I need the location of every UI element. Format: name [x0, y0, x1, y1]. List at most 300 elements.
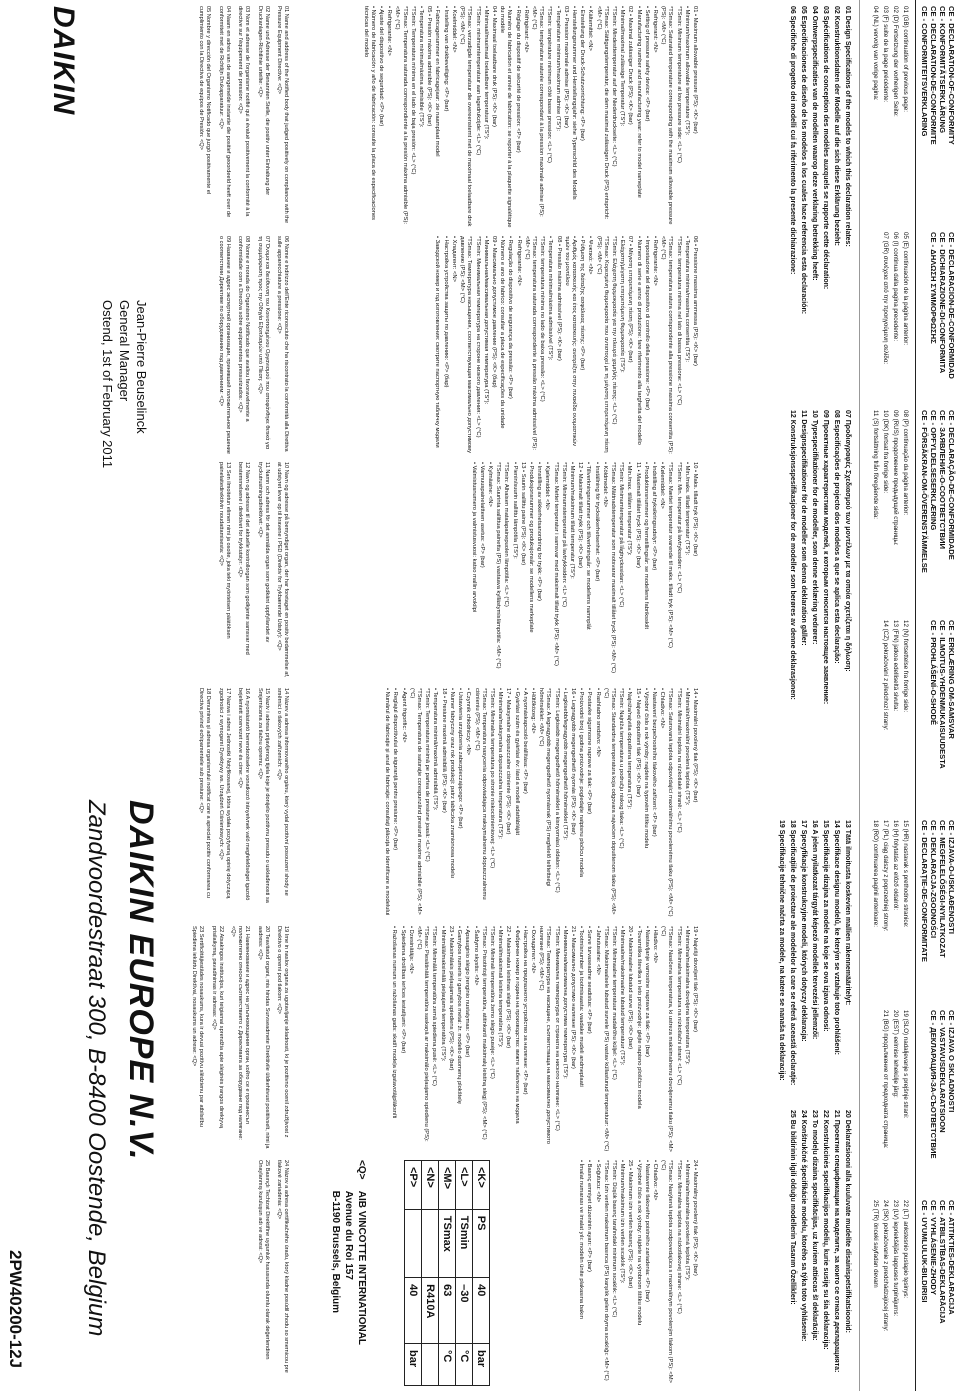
header-line: CE - ILMOITUS-YHDENMUKAISUUDESTA — [938, 620, 947, 769]
paragraph-line: • Postavke sigurnosne naprave za tlak: <P> (bar) — [586, 688, 593, 815]
table-cell-value: R410A — [422, 1278, 439, 1344]
spec-title: 06 Specifiche di progetto dei modelli cui fa riferimento la presente dichiarazione: — [789, 6, 796, 275]
paragraph-line: *TSmin: Min. temperatur på lavtrykssiden: <L> (°C) — [675, 462, 682, 594]
paragraph-line: • Jahutusaine: <N> — [594, 926, 601, 976]
paragraph-line: 12 • Maksimalt tillatt trykk (PS): <K> (bar) — [577, 462, 584, 569]
header-line: CE - ΔΗΛΩΣΗ ΣΥΜΜΟΡΦΩΣΗΣ — [929, 232, 938, 344]
paragraph-line: • Temperatura mínima/máxima admissível (TS*): — [547, 236, 554, 361]
spec-title: 13 Tätä ilmoitusta koskevien mallien rakennemääritelyt: — [844, 820, 851, 1006]
paragraph-line: *TSmin: Minimali temperatūra žemo slėgio pusėje: <L> (°C) — [488, 926, 495, 1079]
paragraph-line: • Refrigerante: <N> — [651, 236, 658, 286]
paragraph-line: • Produksjonsnummer og produksjonsår: se modellens merkeplate — [527, 462, 534, 633]
paragraph-line: • Setting of pressure safety device: <P> (bar) — [643, 6, 650, 122]
paragraph-line: • Ustawienia urządzenia zabezpieczającego: <P> (bar) — [457, 688, 464, 829]
paragraph-line: *TSmax: Κορεσμένη θερμοκρασία που αντιστοιχεί με τη μέγιστη επιτρεπόμενη πίεση (PS): <M> (°C) — [595, 236, 609, 453]
paragraph-line: • Pienin/suurin sallittu lämpötila (TS*): — [511, 462, 518, 559]
paragraph-line: *TSmin: Минимална температура от страната на ниското налягане: <L> (°C) — [553, 926, 560, 1131]
paragraph-line: 25 • Maksimum izin verilen basınç (PS): <K> (bar) — [627, 1160, 634, 1289]
paragraph-line: *TSmin: Минимальная температура на стороне низкого давления: <L> (°C) — [474, 236, 481, 438]
continuation-line: 15 (HR) nastavak s prethodne stranice: — [902, 820, 909, 928]
lower-block — [175, 462, 295, 680]
paragraph-line: • Minimum/maksimum tillatt temperatur (TS*): — [568, 462, 575, 579]
paragraph-line: 15 • Najveći dopušteni tlak (PS): <K> (bar) — [634, 688, 641, 798]
continuation-line: 10 (DK) fortsat fra forrige side: — [882, 410, 889, 494]
spec-title: 24 Konštrukčné špecifikácie modelu, ktorého sa týka toto vyhlásenie: — [800, 1110, 807, 1342]
paragraph-line: • Instelling van drukbeveiliging: <P> (bar) — [442, 6, 449, 112]
header-line: CE - ДЕКЛАРАЦИЯ-ЗА-СЪОТВЕТСТВИЕ — [929, 1010, 938, 1159]
paragraph-line: • Einstellung der Druck-Schutzvorrichtung: <P> (bar) — [579, 6, 586, 141]
paragraph-line: • Výrobní číslo a rok výroby: najdete na typovém štítku modelu — [642, 688, 649, 849]
continuation-block — [859, 0, 912, 1391]
paragraph-line: *TSmax: Температура насыщения, соответствующая максимально допустимому давлению (PS): <M> (°C) — [459, 236, 473, 453]
paragraph-line: • Fabricagenummer en fabricagejaar: zie naamplaat model — [434, 6, 441, 157]
paragraph-line: *TSmin: Minimalna temperatura po stronie niskociśnieniowej: <L> (°C) — [488, 688, 495, 869]
paragraph-line: 19 Ime in naslov organa za ugotavljanje skladnosti, ki je pozitivno ocenil združljivost z Direktivo o opremi pod tlakom: <Q> — [276, 926, 290, 1138]
header-line: CE - MEGFELELŐSÉGI-NYILATKOZAT — [938, 820, 947, 958]
paragraph-line: • Numéro de fabrication et année de fabrication: se reporter à la plaquette signalétique du modèle — [499, 6, 513, 228]
paragraph-line: 08 • Pressão máxima admissível (PS): <K> (bar) — [555, 236, 562, 361]
spec-titles — [702, 0, 852, 1391]
continuation-line: 18 (RO) continuarea paginii anterioare: — [872, 820, 879, 927]
continuation-line: 06 (I) continua dalla pagina precedente: — [892, 232, 899, 342]
table-row — [405, 1161, 422, 1386]
table-cell-unit: bar — [405, 1343, 422, 1385]
spec-title: 15 Specifikacije dizajna za modele na koje se ova izjava odnosi: — [822, 820, 829, 1032]
paragraph-line: 14 Název a adresa informovaného orgánu, který vydal pozitivní posouzení shody se směrnicí o tlakových zařízeních: <Q> — [276, 688, 290, 896]
values-table — [404, 1160, 490, 1386]
paragraph-line: 13 Sen ilmoitetun elimen nimi ja osoite, joka teki myönteisen päätöksen painelaitedirektiivin noudattamisesta: <Q> — [217, 462, 231, 639]
header-line: CE - IZJAVA O SKLADNOSTI — [947, 1010, 956, 1113]
paragraph-line: *TSmin: Ελάχιστη θερμοκρασία για την πλευρά χαμηλής πίεσης: <L> (°C) — [610, 236, 617, 425]
paragraph-line: • Hűtőközeg: <N> — [529, 688, 536, 734]
table-cell-label: TSmax — [439, 1209, 456, 1277]
paragraph-line: *TSmin: temperatura minima nel lato di bassa pressione: <L> (°C) — [675, 236, 682, 406]
paragraph-line: 17 Nazwa i adres Jednostki Notyfikowanej, która wydała pozytywną opinię dotyczącą zgodności z wymogami Dyrektywy ws. Urządzeń Ciśnieniowych: <Q> — [217, 688, 231, 899]
paragraph-line: 11 Namn och adress för det anmälda organ som godkänt uppfyllandet av tryckutrustningsdirektivet: <Q> — [256, 462, 270, 643]
notified-body-paragraphs — [175, 0, 295, 1391]
paragraph-line: 20 Teavitatud organi, mis hindas Survseadmete Direktiivile üldkehtivust positiivselt, nimi ja aadress: <Q> — [256, 926, 270, 1149]
spec-block — [498, 1160, 698, 1386]
paragraph-line: • Minimaal/maximaal toelaatbare temperatuur (TS*): — [482, 6, 489, 140]
header-line: CE - DECLARACION-DE-CONFORMIDAD — [947, 232, 956, 379]
spec-body — [298, 0, 698, 1391]
paragraph-line: • Ψυκτικό: <N> — [587, 236, 594, 275]
paragraph-line: • Numer fabryczny oraz rok produkcji: patrz tabliczka znamionowa modelu — [448, 688, 455, 878]
paragraph-line: • Kølemiddel: <N> — [659, 462, 666, 509]
header-band — [915, 0, 960, 1391]
paragraph-line: 08 Nome e morada do Organismo Notificado que avaliou favoravelmente a conformidade com a Directiva sobre equipamentos pressurizados: <Q> — [237, 236, 251, 422]
notified-body-line: AIB VINCOTTE INTERNATIONAL — [356, 1190, 367, 1346]
header-line: CE - DICHIARAZIONE-DI-CONFORMITA — [938, 232, 947, 374]
paragraph-line: • Impostazione del dispositivo di controllo della pressione: <P> (bar) — [643, 236, 650, 411]
paragraph-line: *TSmin: Minimum temperature at low pressure side: <L> (°C) — [675, 6, 682, 163]
paragraph-line: • Minimali/maksimali leistina temperatūra (TS*): — [497, 926, 504, 1048]
paragraph-line: *TSmax: Piesātinātā temperatūra saskaņā ar maksimālo pieļaujamo spiedienu (PS): <M> (°C) — [416, 926, 430, 1142]
paragraph-line: 10 • Maks. tilladt tryk (PS): <K> (bar) — [692, 462, 698, 557]
spec-title: 23 To modeļu dizaina specifikācijas, uz kuriem attiecas šī deklarācija: — [811, 1110, 818, 1341]
spec-block — [298, 236, 698, 454]
paragraph-line: • Apsauginio slėgio įrenginio nustatymas: <P> (bar) — [464, 926, 471, 1058]
paragraph-line: • Minimalna/maksimalna dovoljena temperatura (TS*): — [683, 926, 690, 1065]
paragraph-line: • Temperatura minimă/maximă admisibilă (TS*): — [432, 688, 439, 811]
paragraph-line: 21 Наименование и адрес на упълномощения орган, който се е произнесъл положително относно съответствието с Директивата за оборудване под налягане: <Q> — [230, 926, 251, 1140]
header-line: CE - ERKLÆRING OM-SAMSVAR — [947, 620, 956, 739]
paragraph-line: • Gamybos numeris ir gamybos metai: žr. modelio duomenų plokštelę — [456, 926, 463, 1104]
paragraph-line: 05 Nombre y dirección del Organismo Notificado que juzgó positivamente el cumplimiento con la Directiva de equipos de Presión: <Q> — [198, 6, 212, 195]
paragraph-line: *TSmax: Saturovaná teplota odpovídající maximálnímu povolenému tlaku (PS): <M> (°C) — [667, 688, 674, 917]
paragraph-line: 18 • Presiune maximă admisibilă (PS): <K> (bar) — [440, 688, 447, 813]
continuation-line: 21 (BG) продължение от предходната страница: — [882, 1010, 889, 1149]
paragraph-line: 03 • Pression maximale admise (PS): <K> (bar) — [562, 6, 569, 128]
paragraph-line: *TSmax: Sättigungstemperatur, die dem maximal zulässigen Druck (PS) entspricht: <M> (°C) — [595, 6, 609, 220]
paragraph-line: 16 A nyomástartó berendezésekre vonatkozó irányelvnek való megfelelőséget igazoló bejelentett szervezet neve és címe: <Q> — [237, 688, 251, 901]
paragraph-line: • Nastavení bezpečnostního tlakového zařízení: <P> (bar) — [650, 688, 657, 837]
paragraph-line: 09 • Максимально допустимое давление (PS): <K> (бар) — [490, 236, 497, 388]
paragraph-line: 09 Название и адрес экспертной организации, принявшей положительное решение о соответствии Директиве по оборудованию под давлением: <Q> — [217, 236, 231, 454]
paragraph-line: • Hladivo: <N> — [651, 926, 658, 964]
paragraph-line: 10 Navn og adresse på bemyndiget organ, der har foretaget en positiv bedømmelse af, at udstyret lever op til kravene i PED (Direktiv for Trykbærende Udstyr): <Q> — [276, 462, 290, 678]
lower-block — [175, 926, 295, 1152]
paragraph-line: • Indstilling af tryksikringsudstyr: <P> (bar) — [650, 462, 657, 571]
paragraph-line: • Ελάχιστη/μέγιστη επιτρεπόμενη θερμοκρασία (TS*): — [619, 236, 626, 373]
paragraph-line: • Manufacturing number and manufacturing year: refer to model nameplate — [635, 6, 642, 198]
paragraph-line: 13 • Suurin sallittu paine (PS): <K> (bar) — [519, 462, 526, 566]
paragraph-line: • Minimálna/maximálna povolená teplota (TS*): — [683, 1160, 690, 1281]
header-line: CE - ЗАЯВЛЕНИЕ-О-СООТВЕТСТВИИ — [938, 410, 947, 549]
header-line: CE - CONFORMITEITSVERKLARING — [920, 6, 929, 137]
paragraph-line: • Innstilling av sikkerhetsanordning for trykk: <P> (bar) — [536, 462, 543, 601]
header-line: CE - UYUMLULUK-BILDIRISI — [920, 1200, 929, 1303]
paragraph-line: • Rashladno sredstvo: <N> — [594, 688, 601, 758]
header-line: CE - DECLARATION-OF-CONFORMITY — [947, 6, 956, 145]
paragraph-line: • Фабричен номер и година на производство: вижте табелката на модела — [513, 926, 520, 1124]
paragraph-line: • Ražošanas numurs un ražošanas gads: skatīt modeļa izgatavotājplāksnīti — [391, 926, 398, 1119]
continuation-line: 01 (GB) continuation of previous page: — [902, 6, 909, 112]
spec-title: 14 Specifikace designu modelů, ke kterým se vztahuje toto prohlášení: — [833, 820, 840, 1055]
paragraph-line: • Tillverkningsnummer och tillverkningsår: se modellens namnplåt — [585, 462, 592, 630]
paragraph-line: *TSmax: temperatura saturada correspondente à pressão máxima admissível (PS): <M> (°C) — [523, 236, 537, 450]
continuation-line: 12 (N) fortsettelse fra forrige side: — [902, 620, 909, 713]
spec-title: 12 Konstruksjonsspesifikasjoner for de modeller som berøres av denne deklarasjonen: — [789, 410, 796, 700]
paragraph-line: *TSmin: Legkisebb megengedhető hőmérséklet a kisnyomású oldalon: <L> (°C) — [553, 688, 560, 893]
paragraph-line: *TSmax: Temperatura nasycenia odpowiadająca maksymalnemu dopuszczalnemu ciśnieniu (PS): <M> (°C) — [473, 688, 487, 900]
table-cell-key: <N> — [422, 1161, 439, 1210]
table-cell-value: 40 — [405, 1278, 422, 1344]
paragraph-line: • Réglage du dispositif de sécurité de pression: <P> (bar) — [514, 6, 521, 153]
notified-body — [329, 1160, 368, 1386]
table-cell-key: <K> — [473, 1161, 490, 1210]
paragraph-line: *TSmax: température saturée correspondant à la pression maximale admise (PS): <M> (°C) — [530, 6, 545, 217]
spec-title: 04 Ontwerpspecificaties van de modellen waarop deze verklaring betrekking heeft: — [811, 6, 818, 281]
paragraph-line: • Koelmiddel: <N> — [450, 6, 457, 53]
table-row — [422, 1161, 439, 1386]
spec-title: 19 Specifikacije tehnične načrta za modele, na katere se nanaša ta deklaracija: — [778, 820, 785, 1081]
paragraph-line: • Refrigerante: <N> — [515, 236, 522, 286]
paragraph-line: 17 • Maksymalne dopuszczalne ciśnienie (PS): <K> (bar) — [505, 688, 512, 835]
paragraph-line: 25 Basınçlı Techizat Direktifine uygunluk hususunda olumlu olarak değerlendiren Onaylanmış kuruluşun adı ve adresi: <Q> — [256, 1160, 270, 1360]
paragraph-line: • Ajuste del dispositivo de seguridad: <P> (bar) — [378, 6, 385, 127]
header-line: CE - PROHLÁŠENÍ-O-SHODĚ — [929, 620, 938, 726]
paragraph-line: *TSmin: Minimální teplota na nízkotlaké straně: <L> (°C) — [675, 688, 682, 833]
paragraph-line: 06 Nome e indirizzo dell'Ente riconosciuto che ha riscontrato la conformità alla Direttiva sulle apparecchiature a pressione: <Q> — [276, 236, 290, 452]
table-cell-key: <M> — [439, 1161, 456, 1210]
continuation-line: 16 (H) folytatás az előző oldalról: — [892, 820, 899, 911]
paragraph-line: • Varmuuspainelaitteen asetus: <P> (bar) — [478, 462, 485, 568]
header-col-2 — [929, 232, 956, 379]
table-cell-unit: °C — [439, 1343, 456, 1385]
paragraph-line: 02 • Maximal zulässiger Druck (PS): <K> (bar) — [627, 6, 634, 125]
document-number: 2PW40200-12J — [6, 1250, 25, 1369]
paragraph-line: *TSmax: A legnagyobb megengedhető nyomásnak (PS) megfelelő telítettségi hőmérséklet: <M> (°C) — [538, 688, 552, 887]
paragraph-line: *TSmax: verzadigde temperatuur die overeenstemt met de maximaal toelaatbare druk (PS): <M> (°C) — [459, 6, 473, 227]
continuation-line: 03 (F) suite de la page précédente: — [882, 6, 889, 103]
table-row — [473, 1161, 490, 1386]
paragraph-line: *TSmax: Maksimaalsele lubatud survele (PS) vastav küllastunud temperatuur: <M> (°C) — [602, 926, 609, 1152]
paragraph-line: • Dzesinātājs: <N> — [407, 926, 414, 974]
paragraph-line: *TSmin: Najniža temperatura u području niskog tlaka: <L> (°C) — [618, 688, 625, 849]
header-line: CE - KONFORMITÄTSERKLÄRUNG — [938, 6, 947, 133]
paragraph-line: 05 • Presión máxima admisible (PS): <K> (bar) — [426, 6, 433, 127]
paragraph-line: *TSmin: Minimaalne temperatuur madalrõhu küljel: <L> (°C) — [610, 926, 617, 1080]
paragraph-line: • Min./max. tillåten temperatur (TS*): — [626, 462, 633, 556]
paragraph-line: • Минимална/максимална допустима температура (TS*): — [561, 926, 568, 1079]
paragraph-line: • İmalat numarası ve imalat yılı: modelin ünite plakasına bakın — [578, 1160, 585, 1319]
paragraph-line: • Охладител: <N> — [529, 926, 536, 974]
spec-title: 10 Typespecifikationer for de modeller, som denne erklæring vedrører: — [811, 410, 818, 645]
paragraph-line: • Réfrigérant: <N> — [522, 6, 529, 53]
paragraph-line: • Gyártási szám és gyártási év: lásd a modell adattábláját — [513, 688, 520, 836]
paragraph-line: • Regulação do dispositivo de segurança da pressão: <P> (bar) — [507, 236, 514, 399]
footer — [0, 0, 170, 1391]
signatory-title: General Manager — [117, 300, 132, 402]
paragraph-line: • Минимальная/максимальная допустимая температура (TS*): — [482, 236, 489, 405]
spec-block — [298, 462, 698, 680]
paragraph-line: *TSmin: Düşük basınç tarafındaki minimum sıcaklık: <L> (°C) — [610, 1160, 617, 1318]
paragraph-line: • Kylmäaine: <N> — [486, 462, 493, 507]
paragraph-line: • Temperatura minima/massima consentita (TS*): — [683, 236, 690, 362]
spec-block — [298, 688, 698, 918]
table-cell-value: –30 — [456, 1278, 473, 1344]
table-cell-label: PS — [473, 1209, 490, 1277]
paragraph-line: *TSmin: Mindesttemperatur auf der Niederdruckseite: <L> (°C) — [610, 6, 617, 167]
signature-place-date: Ostend, 1st of February 2011 — [100, 300, 115, 469]
paragraph-line: • Produktionsnummer og fremstillingsår: se modellens fabriksskilt — [642, 462, 649, 629]
lower-block — [175, 236, 295, 454]
paragraph-line: • Refrigerant: <N> — [651, 6, 658, 53]
paragraph-line: 14 • Maximální povolený tlak (PS): <K> (bar) — [692, 688, 698, 803]
paragraph-line: • Minimalna/maksymalna dopuszczalna temperatura (TS*): — [497, 688, 504, 839]
header-col-3 — [920, 410, 956, 573]
table-row — [439, 1161, 456, 1386]
paragraph-line: • Заводской номер и год изготовления: смотрите паспортную табличку модели — [434, 236, 441, 448]
paragraph-line: • Chladivo: <N> — [659, 688, 666, 729]
continuation-line: 22 (LT) ankstesnio puslapio tęsinys: — [902, 1200, 909, 1299]
paragraph-line: 02 Name und Adresse der Benannten Stelle, die positiv unter Einhaltung der Druckanlagen-Richtlinie urteilte: <Q> — [256, 6, 270, 196]
paragraph-line: • Tootmisnumber ja tootmisaasta: vaadake mudeli andmeplaati — [578, 926, 585, 1087]
paragraph-line: 21 • Максимално допустимо налягане (PS): <K> (bar) — [569, 926, 576, 1069]
continuation-line: 02 (D) Fortsetzung der vorherigen Seite: — [892, 6, 899, 117]
paragraph-line: 07 Όνομα και διεύθυνση του Κοινοποιημένου Οργανισμού που αποφάνθηκε θετικά για τη συμμόρφωση προς την Οδηγία Εξοπλισμών υπό Πίεση: <Q> — [256, 236, 270, 450]
paragraph-line: *TSmax: Nasičena temperatura, ki ustreza maksimalnemu dovoljenemu tlaku (PS): <M> (°C) — [660, 926, 674, 1152]
continuation-line: 08 (P) continuação da página anterior: — [902, 410, 909, 516]
paragraph-line: 20 • Maksimaalne lubatud surve (PS): <K> (bar) — [627, 926, 634, 1050]
spec-block — [298, 6, 698, 228]
header-line: CE - DECLARATION-DE-CONFORMITE — [929, 6, 938, 145]
paragraph-line: • Reglajul dispozitivului de siguranţă pentru presiune: <P> (bar) — [392, 688, 399, 851]
paragraph-line: • Minimālā/maksimālā pieļaujamā temperatūra (TS*): — [439, 926, 446, 1062]
paragraph-line: *TSmax: Mættet temperatur svarende til maks. tilladt tryk (PS): <M> (°C) — [667, 462, 674, 648]
paragraph-line: *TSmin: Minimalna temperatura na nizkotlačni strani: <L> (°C) — [675, 926, 682, 1086]
paragraph-line: • Valmistusnumero ja valmistusvuosi: katso mallin arvokilpi — [470, 462, 477, 613]
daikin-brand: DAIKIN — [47, 6, 80, 116]
paragraph-line: • Šaldymo skystis: <N> — [472, 926, 479, 986]
paragraph-line: 01 Name and address of the Notified body that judged positively on compliance with the Pressure Equipment Directive: <Q> — [276, 6, 290, 224]
paragraph-line: *TSmin: Alhaisen matalapainepuolen lämpötila: <L> (°C) — [503, 462, 510, 607]
paragraph-line: • Minimální/maximální povolená teplota (TS*): — [683, 688, 690, 806]
continuation-line: 20 (EST) eelmise lehekülje jārg: — [892, 1010, 899, 1098]
lower-block — [175, 6, 295, 228]
paragraph-line: • Nastavenie tlakového poistného zariadenia: <P> (bar) — [643, 1160, 650, 1302]
paragraph-line: • Czynnik chłodniczy: <N> — [465, 688, 472, 756]
lower-block — [175, 1160, 295, 1386]
paragraph-line: • Köldmedel: <N> — [601, 462, 608, 508]
paragraph-line: • Minimal/maximal zulässige Temperatur (TS*): — [619, 6, 626, 127]
paragraph-line: 24 • Maximálny povolený tlak (PS): <K> (bar) — [692, 1160, 698, 1276]
paragraph-line: • Najniža/najviša dopuštena temperatura (TS*): — [626, 688, 633, 809]
paragraph-line: • Kältemittel: <N> — [587, 6, 594, 51]
paragraph-line: • Température minimum/maximum admise (TS*): — [554, 6, 561, 131]
paragraph-line: • Numărul de fabricaţie şi anul de fabricaţie: consultaţi plăcuţa de identificare a modelului — [384, 688, 391, 916]
header-line: CE - VYHLÁSENIE-ZHODY — [929, 1200, 938, 1295]
paragraph-line: *TSmin: Minimálna teplota na nízkotlakovej strane: <L> (°C) — [675, 1160, 682, 1314]
continuation-line: 07 (GR) συνέχεια από την προηγούμενη σελίδα: — [882, 232, 889, 365]
paragraph-line: 11 • Maximalt tillåtet tryck (PS): <K> (bar) — [634, 462, 641, 568]
paragraph-line: *TSmax: Saturated temperature corresponding with the maximum allowable pressure (PS): <M> (°C) — [660, 6, 674, 225]
spec-title: 07 Προδιαγραφές Σχεδιασμού των μοντέλων με τα οποία σχετίζεται η δήλωση: — [844, 410, 851, 672]
paragraph-line: 04 Naam en adres van de aangemelde instantie die positief geoordeeld heeft over de conformiteit met de Richtlijn Drukapparatuur: <Q> — [217, 6, 231, 218]
paragraph-line: • Minimum/maximum allowable temperature (TS*): — [683, 6, 690, 136]
table-row — [456, 1161, 473, 1386]
paragraph-line: 07 • Μέγιστη επιτρεπόμενη πίεση (PS): <K> (bar) — [627, 236, 634, 363]
header-col-7 — [920, 1200, 956, 1324]
continuation-line: 17 (PL) ciąg dalszy z poprzedniej strony: — [882, 820, 889, 932]
paragraph-line: • Legkisebb/legnagyobb megengedhető hőmérséklet (TS*): — [561, 688, 568, 840]
paragraph-line: • Настройка устройства защиты по давлению: <P> (бар) — [442, 236, 449, 388]
continuation-line: 05 (E) continuación de la página anterior: — [902, 232, 909, 346]
header-line: CE - VASTAVUSDEKLARATSIOON — [938, 1010, 947, 1133]
continuation-line: 19 (SLO) nadaljevanje s prejšnje strani: — [902, 1010, 909, 1119]
paragraph-line: • Min./maks. tilladt temperatur (TS*): — [683, 462, 690, 556]
header-col-1 — [920, 6, 956, 145]
paragraph-line: • Refrigerante: <N> — [386, 6, 393, 56]
paragraph-line: *TSmax: Temperatura de saturaţie corespunzând presiunii maxime admisibile (PS): <M> (°C) — [408, 688, 423, 915]
paragraph-line: • Inställning för trycksäkerhetsenhet: <P> (bar) — [593, 462, 600, 582]
paragraph-line: • Agent frigorific: <N> — [400, 688, 407, 743]
spec-title: 09 Проектные характеристики моделей, к которым относится настоящее заявление: — [822, 410, 829, 705]
continuation-line: 25 (TR) önceki sayfadan devam — [872, 1200, 879, 1288]
paragraph-line: 15 Naziv i adresa prijavljenog tijela koje je donijelo pozitivnu presudu o usklađenosti sa Smjernicama za tlačnu opremu: <Q> — [256, 688, 270, 903]
header-line: CE - DECLARAÇÃO-DE-CONFORMIDADE — [947, 410, 956, 560]
spec-title: 25 Bu bildirinin ilgili olduğu modellerin Tasarım Özellikleri: — [789, 1110, 796, 1305]
paragraph-line: *TSmax: Mettet temperatur i samsvar med maksimalt tillatt trykk (PS): <M> (°C) — [552, 462, 559, 666]
spec-title: 01 Design Specifications of the models to which this declaration relates: — [844, 6, 851, 247]
table-cell-unit — [422, 1343, 439, 1385]
notified-body-line: Avenue du Roi 157 — [343, 1190, 354, 1280]
continuation-line: 13 (FIN) jatkoa edelliseltä sivulta: — [892, 620, 899, 712]
spec-title: 20 Deklaratsiooni alla kuuluvate mudelite disainispetsifikatsioonid: — [844, 1110, 851, 1333]
continuation-line: 23 (LV) iepriekšējās lappuses turpinājums: — [892, 1200, 899, 1317]
paragraph-line: *TSmax: temperatura satura corrispondente alla pressione massima consentita (PS): <M> (°C) — [660, 236, 674, 454]
header-line: CE - DECLARAŢIE-DE-CONFORMITATE — [920, 820, 929, 962]
paragraph-line: *TSmin: température minimum côté basse pression: <L> (°C) — [546, 6, 553, 163]
table-cell-unit: bar — [473, 1343, 490, 1385]
header-col-5 — [920, 820, 956, 962]
continuation-line: 11 (S) fortsättning från föregående sida: — [872, 410, 879, 519]
paragraph-line: *TSmax: Suurinta sallittua painetta (PS) vastaava kyllästymislämpötila: <M> (°C) — [495, 462, 502, 669]
notified-body-line: B-1190 Brussels, Belgium — [330, 1190, 341, 1314]
paragraph-line: 12 Navn og adresse til det aktuelle kontrollorgan som godkjente samsvar med bestemmelsene i direktivet for trykkutstyr: <Q> — [237, 462, 251, 655]
continuation-line: 24 (SK) pokračovanie z predchádzajúcej strany: — [882, 1200, 889, 1332]
paragraph-line: • Nastavljanje varnostne naprave za tlak: <P> (bar) — [643, 926, 650, 1057]
paragraph-line: • Spiediena drošības ierīces iestatījumi: <P> (bar) — [399, 926, 406, 1054]
paragraph-line: 16 • Legnagyobb megengedhető nyomás (PS): <K> (bar) — [569, 688, 576, 835]
paragraph-line: • Herstellungsnummer und Herstellungsjahr: siehe Typenschild des Modells — [570, 6, 577, 200]
paragraph-line: *TSmin: Minimumstemperatur på lavtrykksiden: <L> (°C) — [560, 462, 567, 608]
paragraph-line: • Surve turvaseadme seadistus: <P> (bar) — [586, 926, 593, 1034]
paragraph-line: *TSmin: Minimumtemperatur på lågtryckssidan: <L> (°C) — [618, 462, 625, 608]
paragraph-line: • Kjølemiddel: <N> — [544, 462, 551, 511]
paragraph-line: *TSmax: Mättnadstemperatur som motsvarar maximalt tillåtet tryck (PS): <M> (°C) — [609, 462, 616, 674]
paragraph-line: • Ρύθμιση της διάταξης ασφάλειας πίεσης: <P> (bar) — [579, 236, 586, 371]
paragraph-line: 18 Denumirea şi adresa organismului notificat care a apreciat pozitiv conformarea cu Directiva privind echipamentele sub presiune: <Q> — [198, 688, 212, 898]
company-logo: DAIKIN EUROPE N.V. — [122, 800, 160, 1161]
spec-title: 05 Especificaciones de diseño de los modelos a los cuales hace referencia esta declaración: — [800, 6, 807, 315]
paragraph-line: *TSmin: minimumtemperatuur aan lagedrukzijde: <L> (°C) — [474, 6, 481, 156]
paragraph-line: • Número de fabricación y año de fabricación: consulte la placa de especificaciones técnicas del modelo — [362, 6, 376, 221]
table-cell-key: <P> — [405, 1161, 422, 1210]
paragraph-line: • Basınç emniyet düzeninin ayarı: <P> (bar) — [586, 1160, 593, 1272]
paragraph-line: 04 • Maximaal toelaatbare druk (PS): <K> (bar) — [490, 6, 497, 127]
table-cell-label — [422, 1209, 439, 1277]
paragraph-line: 06 • Pressione massima ammessa (PS): <K> (bar) — [692, 236, 698, 366]
spec-title: 03 Spécifications de conception des modèles auxquels se rapporte cette déclaration: — [822, 6, 829, 290]
paragraph-line: 22 • Maksimalus leistinas slėgis (PS): <K> (bar) — [505, 926, 512, 1049]
paragraph-line: 01 • Maximum allowable pressure (PS): <K> (bar) — [692, 6, 698, 134]
spec-title: 08 Especificações de projecto dos modelos a que se aplica esta declaração: — [833, 410, 840, 664]
paragraph-line: • Chladivo: <N> — [651, 1160, 658, 1201]
table-cell-value: 40 — [473, 1278, 490, 1344]
paragraph-line: *TSmax: Temperatura saturada correspondiente a la presión máxima admisible (PS): <M> (°C) — [394, 6, 408, 225]
signatory-name: Jean-Pierre Beuselinck — [134, 300, 149, 434]
table-cell-label — [405, 1209, 422, 1277]
paragraph-line: *TSmin: Temperatura mínima en el lado de baja presión: <L> (°C) — [409, 6, 416, 175]
continuation-line: 14 (CZ) pokračování z předchozí strany: — [882, 620, 889, 731]
spec-block — [298, 926, 698, 1152]
paragraph-line: 03 Nom et adresse de l'organisme notifié qui a évalué positivement la conformité à la directive sur l'équipement de pression: <Q> — [237, 6, 251, 217]
paragraph-line: *TSmax: Температура на насищане, съответстваща на максимално допустимото налягане (PS): <M> (°C) — [538, 926, 552, 1144]
table-cell-key: <L> — [456, 1161, 473, 1210]
company-address: Zandvoordestraat 300, B-8400 Oostende, Belgium — [83, 800, 110, 1337]
paragraph-line: *TSmax: Nasýtená teplota zodpovedajúca s maximálnym povoleným tlakom (PS): <M> (°C) — [660, 1160, 674, 1383]
signature-block — [99, 300, 150, 468]
spec-title: 11 Designspecifikationer för de modeller som denna deklaration gäller: — [800, 410, 807, 646]
spec-title: 17 Specyfikacje konstrukcyjne modeli, których dotyczy deklaracja: — [800, 820, 807, 1042]
continuation-line: 04 (NL) vervolg van vorige pagina: — [872, 6, 879, 101]
table-cell-unit: °C — [456, 1343, 473, 1385]
header-line: CE - OPFYLDELSESERKLÆRING — [929, 410, 938, 531]
paragraph-line: • Minimum/maksimum izin verilen sıcaklık (TS*): — [619, 1160, 626, 1284]
header-line: CE - IZJAVA-O-USKLAĐENOSTI — [947, 820, 956, 935]
